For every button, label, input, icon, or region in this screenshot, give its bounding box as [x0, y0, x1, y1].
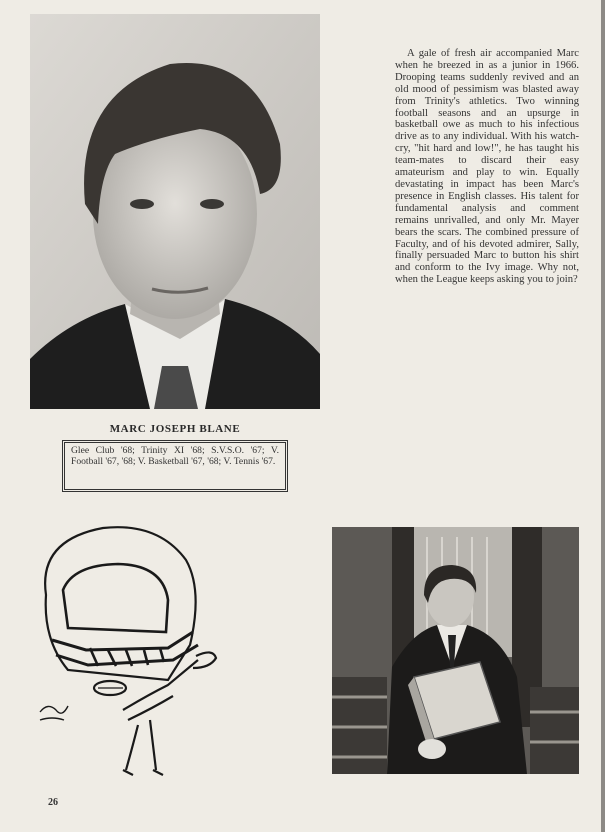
activities-box: [62, 440, 288, 492]
student-name: MARC JOSEPH BLANE: [109, 423, 241, 435]
essay-text: A gale of fresh air accompanied Marc when he breezed in as a junior in 1966. Drooping teams suddenly revived and an old mood of pessimism was blasted away from Trinity's athletics. Two winning football seasons and an upsurge in basketball owe as much to his infectious drive as to any individual. With his watchcry, "hit hard and low!", he has taught his team-mates to discard their easy amateurism and play to win. Equally devastating in impact has been Marc's presence in English classes. His talent for fundamental analysis and comment remains unrivalled, and only Mr. Mayer bears the scars. The combined pressure of Faculty, and of his devoted admirer, Sally, finally persuaded Marc to button his shirt and conform to the Ivy image. Why not, when the League keeps asking you to join?: [395, 48, 579, 286]
page-number: 26: [48, 797, 58, 808]
football-cartoon-illustration: [28, 520, 228, 780]
senior-portrait-photo: [30, 14, 320, 409]
candid-photo: [332, 527, 579, 774]
activities-text: Glee Club '68; Trinity XI '68; S.V.S.O. '67; V. Football '67, '68; V. Basketball '67, '68; V. Tennis '67.: [64, 442, 286, 490]
